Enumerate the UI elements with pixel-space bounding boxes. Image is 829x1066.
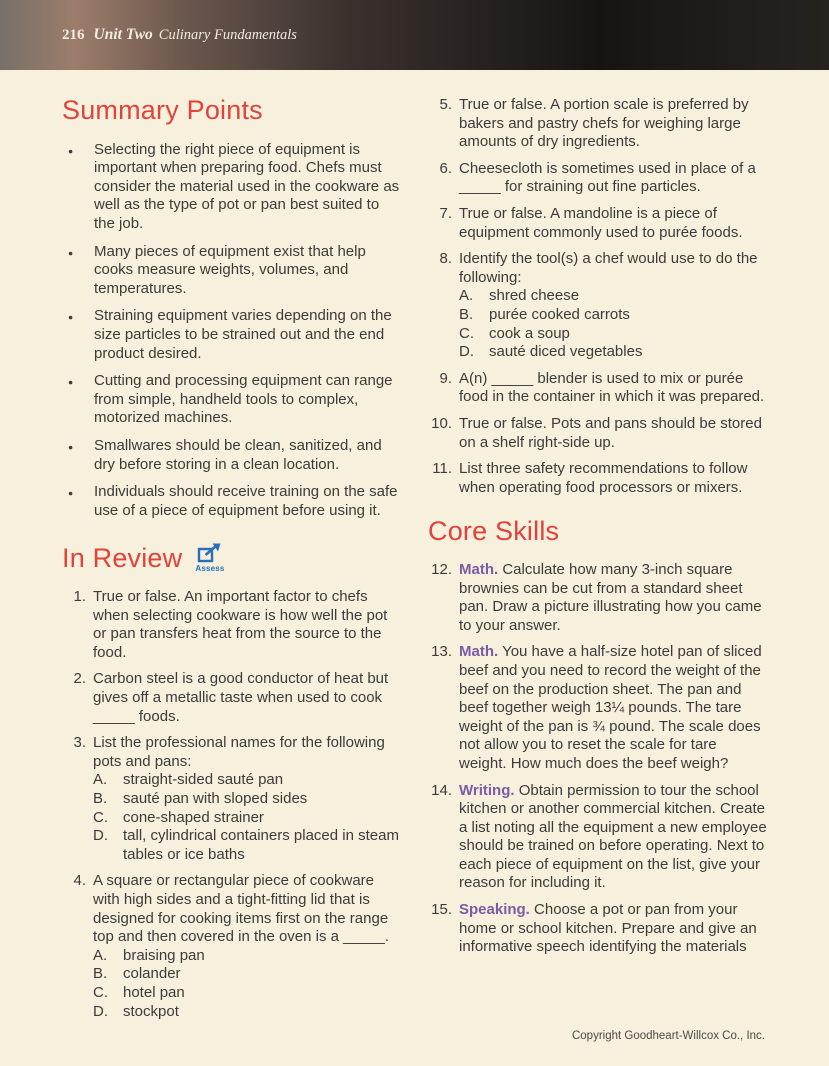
sub-item	[93, 965, 402, 984]
sub-text: cone-shaped strainer	[123, 808, 264, 826]
bullet-text: ● Cutting and processing equipment can range from simple, handheld tools to complex, motorized machines.	[94, 372, 393, 427]
item-body	[459, 250, 767, 362]
item-number: 5.	[439, 96, 452, 113]
core-item-14	[428, 782, 767, 894]
item-text: List the professional names for the following pots and pans:	[93, 734, 385, 770]
item-lead: Writing.	[459, 781, 515, 799]
item-text: True or false. A portion scale is preferred by bakers and pastry chefs for weighing large amounts of dry ingredients.	[459, 96, 749, 151]
copyright-notice: Copyright Goodheart-Willcox Co., Inc.	[571, 1030, 765, 1042]
item-text: True or false. A mandoline is a piece of equipment commonly used to purée foods.	[459, 204, 743, 241]
sub-text: hotel pan	[123, 983, 185, 1001]
item-lead: Speaking.	[459, 901, 530, 919]
sub-text: purée cooked carrots	[489, 305, 630, 323]
item-text: Carbon steel is a good conductor of heat but gives off a metallic taste when used to cook _____ foods.	[93, 670, 389, 725]
review-item-3	[62, 734, 402, 864]
summary-bullet	[62, 483, 402, 520]
sub-letter: C.	[93, 808, 108, 826]
in-review-heading-row	[62, 544, 402, 574]
review-item-9	[428, 370, 767, 407]
summary-bullet	[62, 243, 402, 299]
sub-text: stockpot	[123, 1002, 179, 1020]
summary-bullet	[62, 141, 402, 234]
item-text: You have a half-size hotel pan of sliced beef and you need to record the weight of the beef on the production sheet. The pan and beef together weigh 13¼ pounds. The tare weight of the pan is ¾ pound. The scale does not allow you to reset the scale for tare weight. How much does the beef weigh?	[459, 643, 762, 772]
summary-bullet	[62, 307, 402, 363]
item-number: 7.	[439, 204, 452, 222]
item-text: Identify the tool(s) a chef would use to do the following:	[459, 250, 758, 286]
item-text: A(n) _____ blender is used to mix or purée food in the container in which it was prepared.	[459, 369, 765, 406]
sub-item	[93, 771, 402, 790]
item-body	[459, 643, 767, 773]
item-number: 15.	[431, 901, 452, 919]
sub-letter: D.	[93, 827, 108, 845]
page-content	[0, 70, 829, 1029]
item-text: List three safety recommendations to follow when operating food processors or mixers.	[459, 460, 748, 496]
summary-bullet	[62, 372, 402, 428]
bullet-text: ● Selecting the right piece of equipment is important when preparing food. Chefs must consider the material used in the cookware as well as the type of pot or pan best suited to the job.	[94, 140, 400, 233]
bullet-text: ● Straining equipment varies depending on the size particles to be strained out and the end product desired.	[94, 307, 392, 362]
sub-item	[459, 287, 767, 306]
item-text: True or false. An important factor to chefs when selecting cookware is how well the pot or pan transfers heat from the source to the food.	[93, 588, 388, 661]
sub-text: sauté pan with sloped sides	[123, 790, 308, 807]
item-number: 2.	[73, 670, 86, 688]
sub-item	[93, 984, 402, 1003]
page-number: 216	[62, 26, 85, 43]
review-item-6	[428, 160, 767, 197]
item-body	[459, 415, 767, 452]
in-review-heading: In Review	[62, 543, 183, 574]
item-body	[459, 96, 767, 152]
sub-letter: C.	[459, 324, 474, 342]
item-number: 12.	[431, 560, 452, 578]
summary-points-heading: Summary Points	[62, 95, 263, 125]
item-number: 14.	[431, 781, 452, 799]
sub-letter: C.	[93, 983, 108, 1001]
review-item-11	[428, 460, 767, 497]
item-text: Calculate how many 3-inch square brownies can be cut from a standard sheet pan. Draw a picture illustrating how you came to your answer.	[459, 560, 762, 634]
assess-label: Assess	[195, 564, 225, 574]
item-text: A square or rectangular piece of cookware with high sides and a tight-fitting lid that is designed for cooking items first on the range top and then covered in the oven is a _____.	[93, 872, 390, 946]
sub-item	[93, 947, 402, 966]
sub-text: sauté diced vegetables	[489, 343, 643, 361]
page-header-band	[0, 0, 829, 70]
item-number: 9.	[439, 369, 452, 387]
item-text: Cheesecloth is sometimes used in place of a _____ for straining out fine particles.	[459, 159, 756, 196]
item-body	[459, 370, 767, 407]
sub-text: straight-sided sauté pan	[123, 771, 284, 789]
item-text: True or false. Pots and pans should be stored on a shelf right-side up.	[459, 414, 762, 451]
sub-item	[93, 809, 402, 828]
unit-subtitle: Culinary Fundamentals	[158, 26, 297, 43]
item-text: Obtain permission to tour the school kitchen or another commercial kitchen. Create a list noting all the equipment a new employee should be trained on before operating. Next to each piece of equipment on the list, give your reason for including it.	[459, 781, 767, 892]
sub-item	[459, 306, 767, 325]
right-column	[428, 96, 767, 1029]
sub-item	[93, 1003, 402, 1022]
review-item-10	[428, 415, 767, 452]
item-body	[459, 205, 767, 242]
sub-item	[459, 325, 767, 344]
item-body	[459, 782, 767, 894]
bullet-text: ● Individuals should receive training on the safe use of a piece of equipment before using it.	[94, 483, 398, 519]
review-item-7	[428, 205, 767, 242]
sub-item	[93, 827, 402, 864]
sub-item	[93, 790, 402, 809]
item-body	[459, 901, 767, 957]
core-item-12	[428, 561, 767, 635]
sub-item	[459, 343, 767, 362]
item-body	[93, 670, 402, 726]
item-number: 11.	[432, 460, 452, 478]
item-text: Choose a pot or pan from your home or school kitchen. Prepare and give an informative speech identifying the materials	[459, 901, 757, 956]
sub-text: tall, cylindrical containers placed in steam tables or ice baths	[123, 827, 399, 863]
sub-letter: A.	[459, 287, 474, 305]
review-item-5	[428, 96, 767, 152]
unit-title: Unit Two	[93, 26, 153, 43]
item-number: 1.	[73, 588, 86, 606]
item-body	[459, 460, 767, 497]
sub-letter: D.	[93, 1002, 108, 1020]
sub-text: braising pan	[123, 946, 205, 964]
core-item-15	[428, 901, 767, 957]
item-body	[93, 872, 402, 1021]
item-body	[459, 561, 767, 635]
core-item-13	[428, 643, 767, 773]
item-number: 8.	[439, 250, 452, 268]
item-number: 4.	[73, 872, 86, 890]
item-lead: Math.	[459, 560, 499, 578]
item-body	[459, 160, 767, 197]
bullet-text: ● Many pieces of equipment exist that help cooks measure weights, volumes, and temperatures.	[94, 242, 366, 297]
item-number: 6.	[439, 159, 452, 177]
sub-letter: A.	[93, 771, 108, 789]
item-lead: Math.	[459, 643, 499, 661]
sub-letter: B.	[93, 790, 108, 807]
sub-letter: A.	[93, 946, 108, 964]
item-body	[93, 588, 402, 662]
core-skills-heading: Core Skills	[428, 516, 560, 547]
item-number: 10.	[431, 414, 452, 432]
left-column	[62, 96, 402, 1029]
item-body	[93, 734, 402, 864]
assess-icon	[197, 542, 223, 563]
summary-bullet	[62, 437, 402, 474]
sub-letter: B.	[93, 965, 108, 983]
bullet-text: ● Smallwares should be clean, sanitized, and dry before storing in a clean location.	[94, 437, 382, 473]
review-item-1	[62, 588, 402, 662]
item-number: 3.	[73, 734, 86, 752]
review-item-4	[62, 872, 402, 1021]
sub-letter: D.	[459, 343, 474, 361]
review-item-2	[62, 670, 402, 726]
sub-text: shred cheese	[489, 287, 580, 305]
assess-link[interactable]	[195, 542, 224, 573]
item-number: 13.	[431, 643, 452, 661]
sub-text: cook a soup	[489, 324, 570, 342]
sub-text: colander	[123, 965, 181, 983]
sub-letter: B.	[459, 305, 474, 323]
review-item-8	[428, 250, 767, 362]
